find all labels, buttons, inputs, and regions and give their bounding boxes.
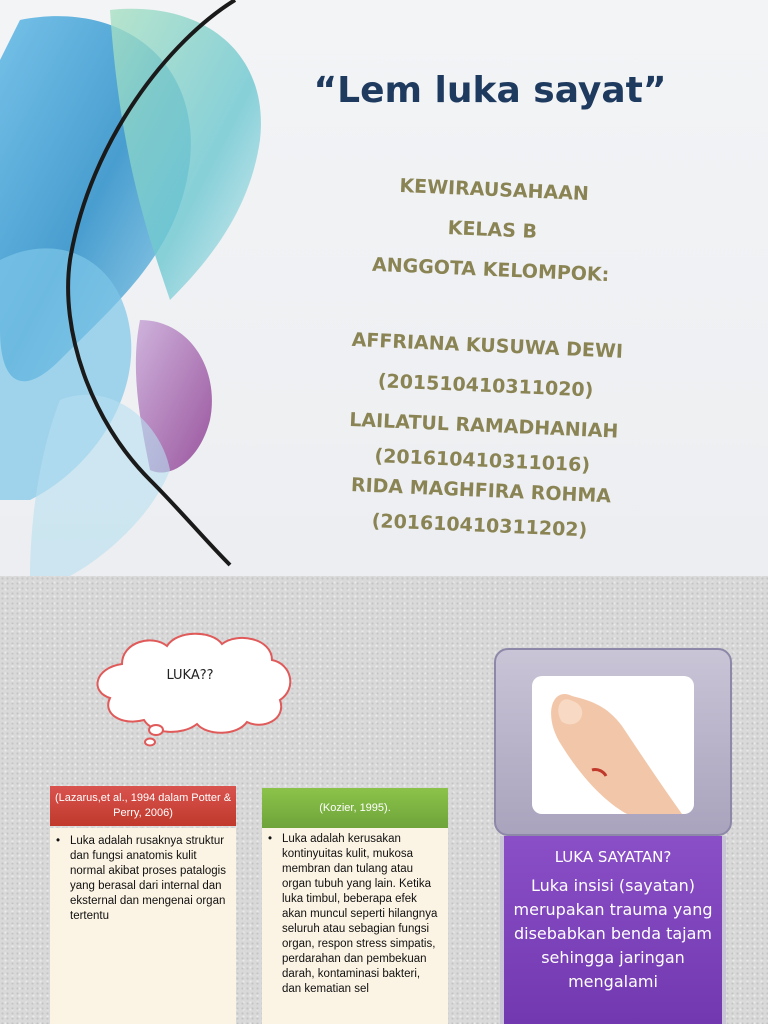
finger-cut-photo [532, 676, 694, 814]
members-heading: ANGGOTA KELOMPOK: [371, 253, 610, 287]
panel-heading: LUKA SAYATAN? [554, 848, 672, 866]
panel-text: Luka insisi (sayatan) merupakan trauma yang disebabkan benda tajam sehingga jaringan mengalami [513, 876, 713, 991]
member-name: AFFRIANA KUSUWA DEWI [351, 328, 624, 363]
definition-text-right: Luka adalah kerusakan kontinyuitas kulit, mukosa membran dan tulang atau organ tubuh yang lain. Ketika luka timbul, beberapa efek akan muncul seperti hilangnya seluruh atau sebagian fungsi organ, respon stress simpatis, perdarahan dan pembekuan darah, kontaminasi bakteri, dan kematian sel [282, 833, 438, 995]
class-label: KELAS B [447, 217, 538, 243]
member-name: LAILATUL RAMADHANIAH [348, 408, 619, 443]
group-info [314, 163, 660, 553]
slide-title: “Lem luka sayat” [313, 70, 667, 111]
member-name: RIDA MAGHFIRA ROHMA [350, 474, 612, 508]
reference-header-right: (Kozier, 1995). [262, 788, 448, 828]
image-frame [494, 648, 732, 836]
incision-panel [500, 836, 726, 1024]
definition-text-left: Luka adalah rusaknya struktur dan fungsi anatomis kulit normal akibat proses patalogis yang berasal dari internal dan eksternal dan mengenai organ tertentu [70, 835, 226, 922]
member-id: (201610410311202) [371, 509, 588, 542]
definition-box-right [262, 828, 448, 1024]
member-id: (201610410311016) [374, 445, 591, 477]
member-id: (201510410311020) [377, 370, 594, 402]
course-name: KEWIRAUSAHAAN [398, 174, 590, 206]
reference-header-left: (Lazarus,et al., 1994 dalam Potter & Perry, 2006) [50, 786, 236, 826]
definition-box-left [50, 828, 236, 1024]
thought-cloud [82, 624, 302, 754]
feather-illustration [0, 0, 300, 576]
finger-icon [532, 676, 694, 814]
cloud-label: LUKA?? [166, 668, 214, 683]
bullet-icon: • [56, 835, 61, 847]
definition-slide [0, 576, 768, 1024]
bullet-icon: • [268, 833, 273, 845]
